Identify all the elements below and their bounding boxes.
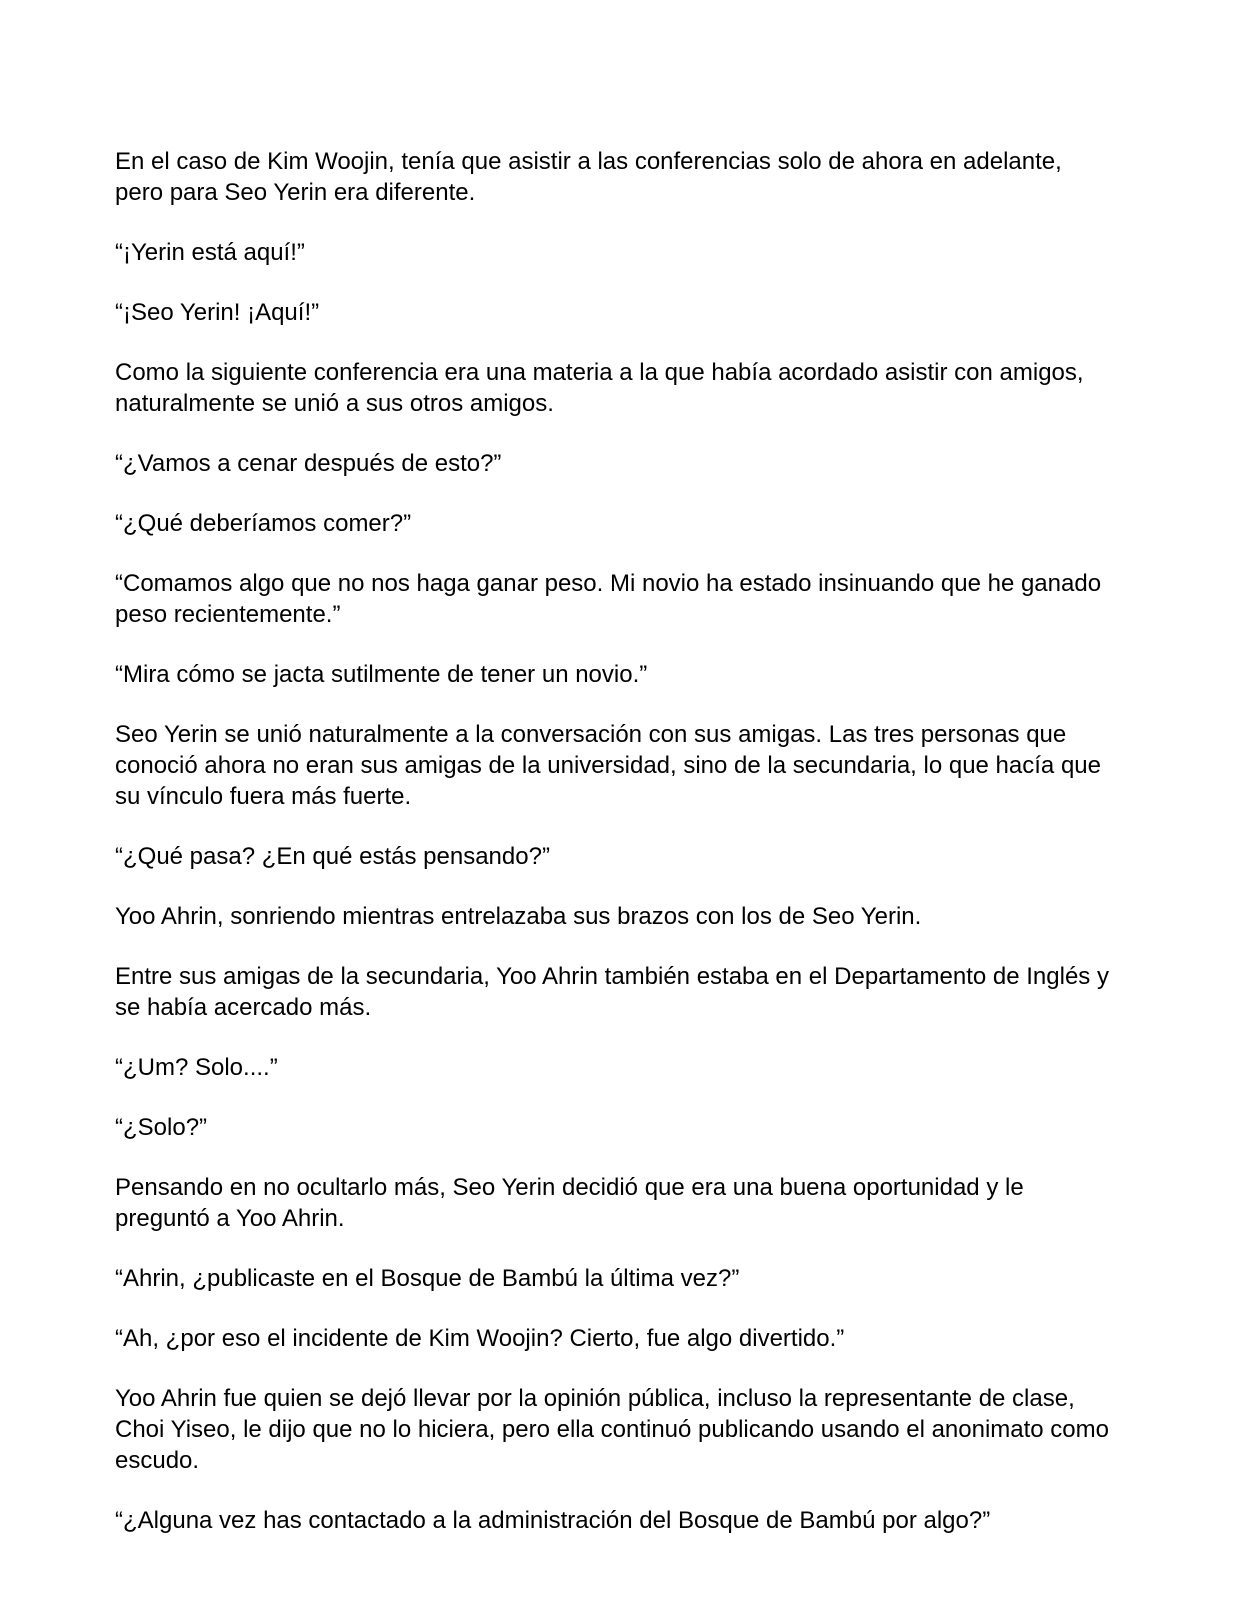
paragraph-7: “Comamos algo que no nos haga ganar peso. Mi novio ha estado insinuando que he ganado peso recientemente.” (115, 570, 1102, 628)
paragraph-8: “Mira cómo se jacta sutilmente de tener un novio.” (115, 661, 648, 688)
paragraph-2: “¡Yerin está aquí!” (115, 239, 305, 266)
paragraph-19: “¿Alguna vez has contactado a la administración del Bosque de Bambú por algo?” (115, 1507, 991, 1534)
paragraph-14: “¿Solo?” (115, 1114, 208, 1141)
paragraph-4: Como la siguiente conferencia era una materia a la que había acordado asistir con amigos, naturalmente se unió a sus otros amigos. (115, 359, 1084, 417)
paragraph-1: En el caso de Kim Woojin, tenía que asistir a las conferencias solo de ahora en adelante, pero para Seo Yerin era diferente. (115, 148, 1062, 206)
paragraph-3: “¡Seo Yerin! ¡Aquí!” (115, 299, 320, 326)
paragraph-13: “¿Um? Solo....” (115, 1054, 278, 1081)
paragraph-17: “Ah, ¿por eso el incidente de Kim Woojin? Cierto, fue algo divertido.” (115, 1325, 845, 1352)
paragraph-12: Entre sus amigas de la secundaria, Yoo Ahrin también estaba en el Departamento de Inglés y se había acercado más. (115, 963, 1109, 1021)
paragraph-9: Seo Yerin se unió naturalmente a la conversación con sus amigas. Las tres personas que conoció ahora no eran sus amigas de la universidad, sino de la secundaria, lo que hacía que su vínculo fuera más fuerte. (115, 721, 1101, 810)
paragraph-6: “¿Qué deberíamos comer?” (115, 510, 412, 537)
paragraph-11: Yoo Ahrin, sonriendo mientras entrelazaba sus brazos con los de Seo Yerin. (115, 903, 922, 930)
paragraph-5: “¿Vamos a cenar después de esto?” (115, 450, 502, 477)
paragraph-10: “¿Qué pasa? ¿En qué estás pensando?” (115, 843, 550, 870)
paragraph-15: Pensando en no ocultarlo más, Seo Yerin decidió que era una buena oportunidad y le preguntó a Yoo Ahrin. (115, 1174, 1024, 1232)
document-body (115, 146, 1115, 1565)
paragraph-18: Yoo Ahrin fue quien se dejó llevar por la opinión pública, incluso la representante de clase, Choi Yiseo, le dijo que no lo hiciera, pero ella continuó publicando usando el anonimato como escudo. (115, 1385, 1109, 1474)
paragraph-16: “Ahrin, ¿publicaste en el Bosque de Bambú la última vez?” (115, 1265, 740, 1292)
